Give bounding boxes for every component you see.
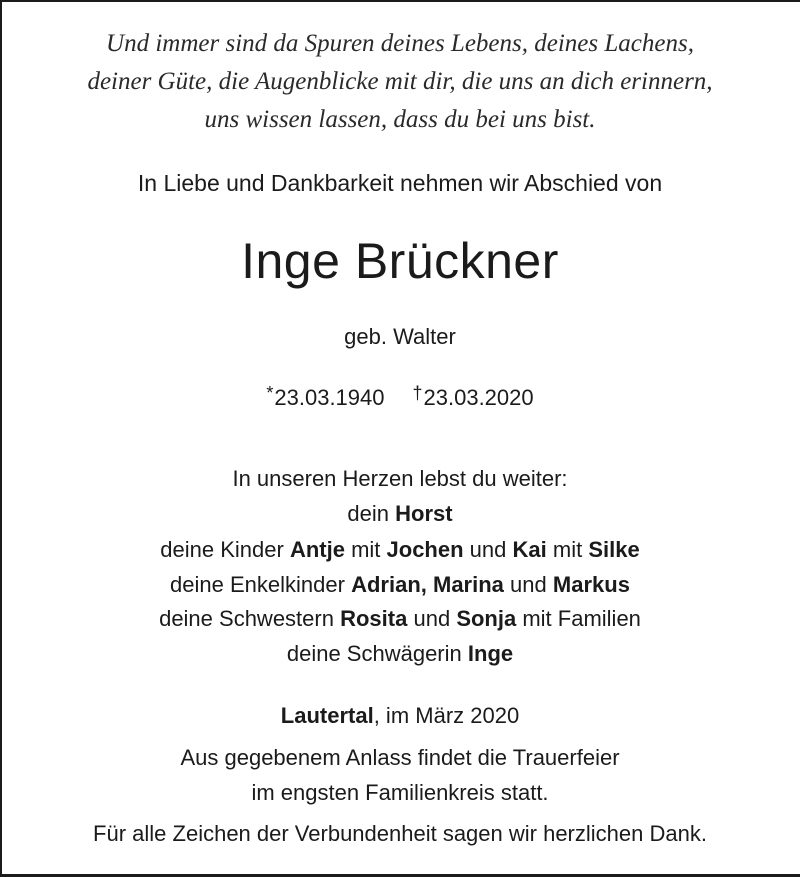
grandchild-name: Marina	[433, 572, 504, 597]
joiner: und	[510, 572, 547, 597]
deceased-name: Inge Brückner	[241, 233, 559, 289]
birth-date: 23.03.1940	[274, 385, 385, 410]
grandchild-name: Adrian,	[351, 572, 427, 597]
intro-text: In Liebe und Dankbarkeit nehmen wir Abschied von	[137, 170, 663, 196]
grandchildren-prefix: deine Enkelkinder	[170, 572, 345, 597]
sister-name: Sonja	[456, 606, 517, 631]
mourner-sister-in-law	[0, 641, 800, 667]
children-prefix: deine Kinder	[160, 537, 284, 562]
poem-line-2: deiner Güte, die Augenblicke mit dir, die uns an dich erinnern,	[87, 68, 713, 95]
poem-line-3: uns wissen lassen, dass du bei uns bist.	[204, 106, 596, 133]
thanks-line: Für alle Zeichen der Verbundenheit sagen wir herzlichen Dank.	[93, 821, 707, 846]
joiner: mit	[351, 537, 381, 562]
birth-symbol: *	[266, 383, 274, 403]
sister-in-law-prefix: deine Schwägerin	[286, 641, 462, 666]
life-dates	[0, 383, 800, 411]
mourners-heading: In unseren Herzen lebst du weiter:	[232, 466, 568, 491]
joiner: und	[413, 606, 451, 631]
sisters-suffix: mit Familien	[522, 606, 641, 631]
spouse-prefix: dein	[347, 501, 389, 526]
place-name: Lautertal	[280, 703, 374, 728]
spouse-name: Horst	[395, 501, 453, 526]
death-date: 23.03.2020	[423, 385, 534, 410]
notice-line-2: im engsten Familienkreis statt.	[251, 780, 549, 805]
child-name: Antje	[289, 537, 345, 562]
sister-in-law-name: Inge	[467, 641, 514, 666]
partner-name: Jochen	[386, 537, 464, 562]
maiden-name: geb. Walter	[344, 324, 456, 349]
joiner: und	[469, 537, 507, 562]
death-cross-symbol: †	[412, 383, 423, 403]
sisters-prefix: deine Schwestern	[159, 606, 334, 631]
place-date	[0, 703, 800, 729]
notice-line-1: Aus gegebenem Anlass findet die Trauerfeier	[180, 745, 620, 770]
mourner-sisters	[0, 606, 800, 632]
poem-line-1: Und immer sind da Spuren deines Lebens, deines Lachens,	[106, 30, 694, 57]
date-text: , im März 2020	[373, 703, 520, 728]
grandchild-name: Markus	[552, 572, 630, 597]
child-name: Kai	[512, 537, 547, 562]
mourner-grandchildren	[0, 572, 800, 598]
sister-name: Rosita	[340, 606, 408, 631]
joiner: mit	[552, 537, 583, 562]
mourner-spouse	[0, 501, 800, 527]
mourner-children	[0, 537, 800, 563]
partner-name: Silke	[588, 537, 640, 562]
